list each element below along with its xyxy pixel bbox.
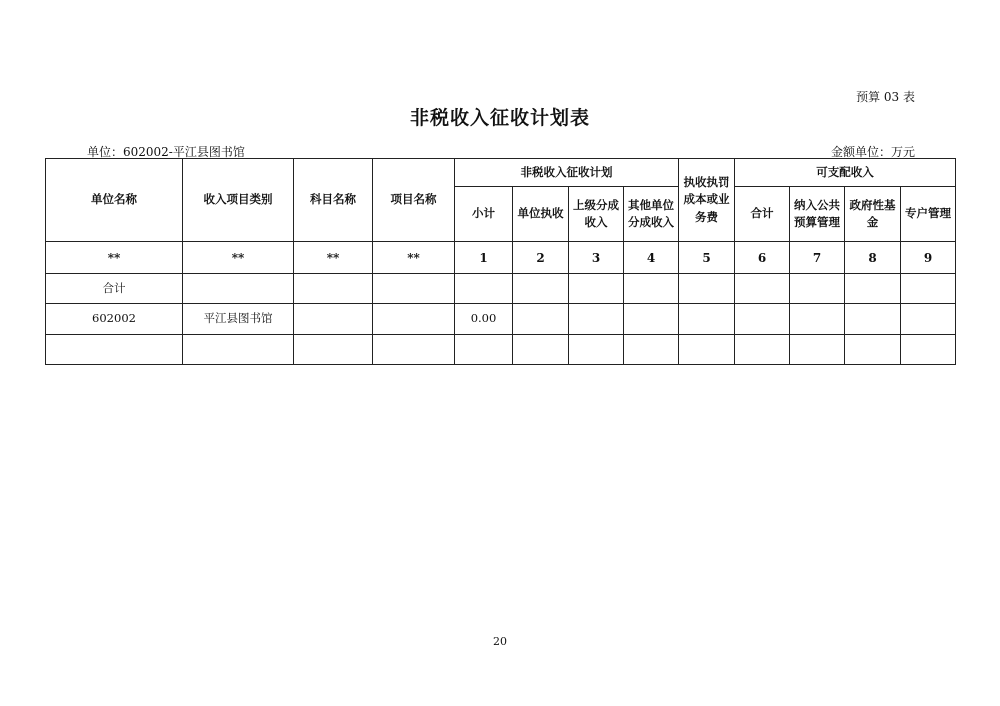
code-cell: 4 — [624, 242, 679, 274]
table-cell — [901, 304, 956, 335]
header-subtotal: 小计 — [455, 187, 513, 242]
code-cell: 2 — [513, 242, 569, 274]
column-code-row — [46, 242, 956, 274]
amount-unit-label: 金额单位：万元 — [830, 145, 915, 159]
table-cell — [679, 335, 735, 365]
table-cell — [373, 335, 455, 365]
table-cell — [624, 304, 679, 335]
table-cell — [845, 335, 901, 365]
code-cell: 1 — [455, 242, 513, 274]
table-cell — [624, 335, 679, 365]
table-row-total — [46, 274, 956, 304]
table-cell — [46, 335, 183, 365]
table-cell — [183, 274, 294, 304]
table-cell — [790, 274, 845, 304]
table-cell: 0.00 — [455, 304, 513, 335]
table-cell: 合计 — [46, 274, 183, 304]
table-cell — [624, 274, 679, 304]
table-cell — [513, 274, 569, 304]
header-nontax-plan: 非税收入征收计划 — [455, 159, 679, 187]
table-cell — [735, 335, 790, 365]
table-cell — [735, 304, 790, 335]
table-cell — [569, 335, 624, 365]
code-cell: ** — [373, 242, 455, 274]
form-number: 预算 03 表 — [856, 90, 915, 104]
table-cell — [569, 304, 624, 335]
page-number: 20 — [493, 635, 507, 648]
table-cell — [455, 335, 513, 365]
table-cell — [901, 335, 956, 365]
header-total: 合计 — [735, 187, 790, 242]
header-subject-name: 科目名称 — [294, 159, 373, 242]
header-public-budget: 纳入公共预算管理 — [790, 187, 845, 242]
code-cell: ** — [294, 242, 373, 274]
code-cell: 8 — [845, 242, 901, 274]
table-cell — [294, 274, 373, 304]
table-cell — [679, 304, 735, 335]
code-cell: 9 — [901, 242, 956, 274]
table-cell — [183, 335, 294, 365]
nontax-income-plan-table — [45, 158, 956, 365]
table-cell: 602002 — [46, 304, 183, 335]
table-cell — [513, 335, 569, 365]
header-project-name: 项目名称 — [373, 159, 455, 242]
table-row — [46, 335, 956, 365]
unit-label: 单位：602002-平江县图书馆 — [87, 145, 245, 159]
code-cell: 7 — [790, 242, 845, 274]
header-unit-collection: 单位执收 — [513, 187, 569, 242]
table-cell — [513, 304, 569, 335]
table-cell: 平江县图书馆 — [183, 304, 294, 335]
header-disposable-income: 可支配收入 — [735, 159, 956, 187]
table-row — [46, 304, 956, 335]
table-cell — [790, 335, 845, 365]
header-enforcement-cost: 执收执罚成本或业务费 — [679, 159, 735, 242]
table-cell — [845, 274, 901, 304]
page-title: 非税收入征收计划表 — [409, 107, 590, 129]
table-cell — [679, 274, 735, 304]
header-income-category: 收入项目类别 — [183, 159, 294, 242]
table-cell — [373, 274, 455, 304]
header-upper-share: 上级分成收入 — [569, 187, 624, 242]
header-unit-name: 单位名称 — [46, 159, 183, 242]
table-cell — [455, 274, 513, 304]
table-cell — [294, 304, 373, 335]
header-other-unit-share: 其他单位分成收入 — [624, 187, 679, 242]
table-cell — [790, 304, 845, 335]
code-cell: 3 — [569, 242, 624, 274]
header-special-mgmt: 专户管理 — [901, 187, 956, 242]
code-cell: 6 — [735, 242, 790, 274]
table-cell — [373, 304, 455, 335]
code-cell: ** — [46, 242, 183, 274]
table-cell — [294, 335, 373, 365]
code-cell: ** — [183, 242, 294, 274]
header-gov-fund: 政府性基金 — [845, 187, 901, 242]
table-cell — [569, 274, 624, 304]
table-cell — [901, 274, 956, 304]
table-cell — [845, 304, 901, 335]
code-cell: 5 — [679, 242, 735, 274]
table-cell — [735, 274, 790, 304]
